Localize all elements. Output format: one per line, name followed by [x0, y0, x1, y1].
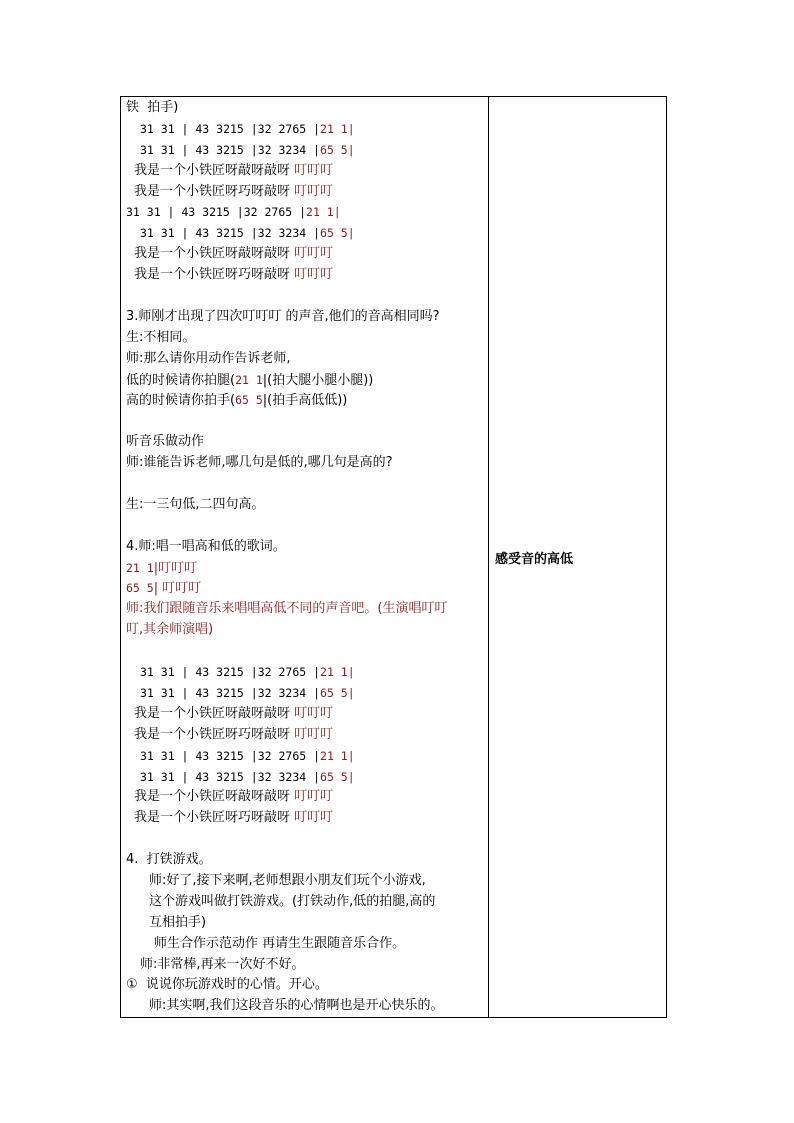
lyric-line: 我是一个小铁匠呀敲呀敲呀 叮叮叮 — [134, 789, 334, 805]
score-line: 31 31 | 43 3215 |32 2765 |21 1| — [126, 205, 341, 220]
spacer — [126, 411, 484, 432]
section-heading: 4. 打铁游戏。 — [126, 852, 212, 868]
lyric-line: 21 1|叮叮叮 — [126, 560, 198, 576]
teacher-line: 师:谁能告诉老师,哪几句是低的,哪几句是高的? — [126, 455, 393, 471]
spacer — [126, 474, 484, 495]
teacher-line: 师:我们跟随音乐来唱唱高低不同的声音吧。(生演唱叮叮 — [126, 601, 448, 617]
teacher-line: 这个游戏叫做打铁游戏。(打铁动作,低的拍腿,高的 — [149, 893, 436, 909]
instruction-line: 高的时候请你拍手(65 5|(拍手高低低)) — [126, 393, 348, 409]
lyric-line: 我是一个小铁匠呀巧呀敲呀 叮叮叮 — [134, 183, 334, 199]
score-line: 31 31 | 43 3215 |32 3234 |65 5| — [140, 142, 355, 157]
spacer — [126, 286, 484, 307]
teacher-line: 师:好了,接下来啊,老师想跟小朋友们玩个小游戏, — [149, 872, 426, 888]
teacher-line: 互相拍手) — [149, 914, 207, 930]
student-answer: 生:不相同。 — [126, 329, 196, 345]
teacher-line: 师:那么请你用动作告诉老师, — [126, 350, 291, 366]
score-line: 31 31 | 43 3215 |32 3234 |65 5| — [140, 226, 355, 241]
score-line: 31 31 | 43 3215 |32 2765 |21 1| — [140, 748, 355, 763]
lyric-line: 我是一个小铁匠呀敲呀敲呀 叮叮叮 — [134, 246, 334, 262]
lyric-line: 我是一个小铁匠呀敲呀敲呀 叮叮叮 — [134, 162, 334, 178]
design-intent-cell — [489, 97, 667, 1018]
instruction-line: 低的时候请你拍腿(21 1|(拍大腿小腿小腿)) — [126, 372, 374, 388]
teacher-line: 师:非常棒,再来一次好不好。 — [140, 956, 305, 972]
design-intent-note: 感受音的高低 — [495, 551, 574, 567]
score-line: 31 31 | 43 3215 |32 2765 |21 1| — [140, 665, 355, 680]
student-answer: 生:一三句低,二四句高。 — [126, 496, 265, 512]
teacher-line: 师:其实啊,我们这段音乐的心情啊也是开心快乐的。 — [149, 998, 444, 1014]
teaching-process-cell — [121, 97, 489, 1018]
numbered-item: ① 说说你玩游戏时的心情。开心。 — [126, 977, 328, 993]
text-line: 铁 拍手) — [126, 100, 179, 115]
lyric-line: 我是一个小铁匠呀巧呀敲呀 叮叮叮 — [134, 726, 334, 742]
spacer — [126, 641, 484, 662]
question-line: 3.师刚才出现了四次叮叮叮 的声音,他们的音高相同吗? — [126, 308, 440, 324]
lyric-line: 我是一个小铁匠呀敲呀敲呀 叮叮叮 — [134, 705, 334, 721]
activity-line: 师生合作示范动作 再请生生跟随音乐合作。 — [154, 935, 406, 951]
teacher-line: 叮,其余师演唱) — [126, 622, 214, 638]
lyric-line: 65 5| 叮叮叮 — [126, 581, 202, 597]
section-heading: 4.师:唱一唱高和低的歌词。 — [126, 538, 286, 554]
lyric-line: 我是一个小铁匠呀巧呀敲呀 叮叮叮 — [134, 810, 334, 826]
lesson-plan-table — [120, 96, 667, 1018]
lyric-line: 我是一个小铁匠呀巧呀敲呀 叮叮叮 — [134, 267, 334, 283]
score-line: 31 31 | 43 3215 |32 3234 |65 5| — [140, 685, 355, 700]
spacer — [126, 829, 484, 850]
score-line: 31 31 | 43 3215 |32 3234 |65 5| — [140, 769, 355, 784]
spacer — [126, 516, 484, 537]
score-line: 31 31 | 43 3215 |32 2765 |21 1| — [140, 121, 355, 136]
activity-line: 听音乐做动作 — [126, 434, 205, 450]
